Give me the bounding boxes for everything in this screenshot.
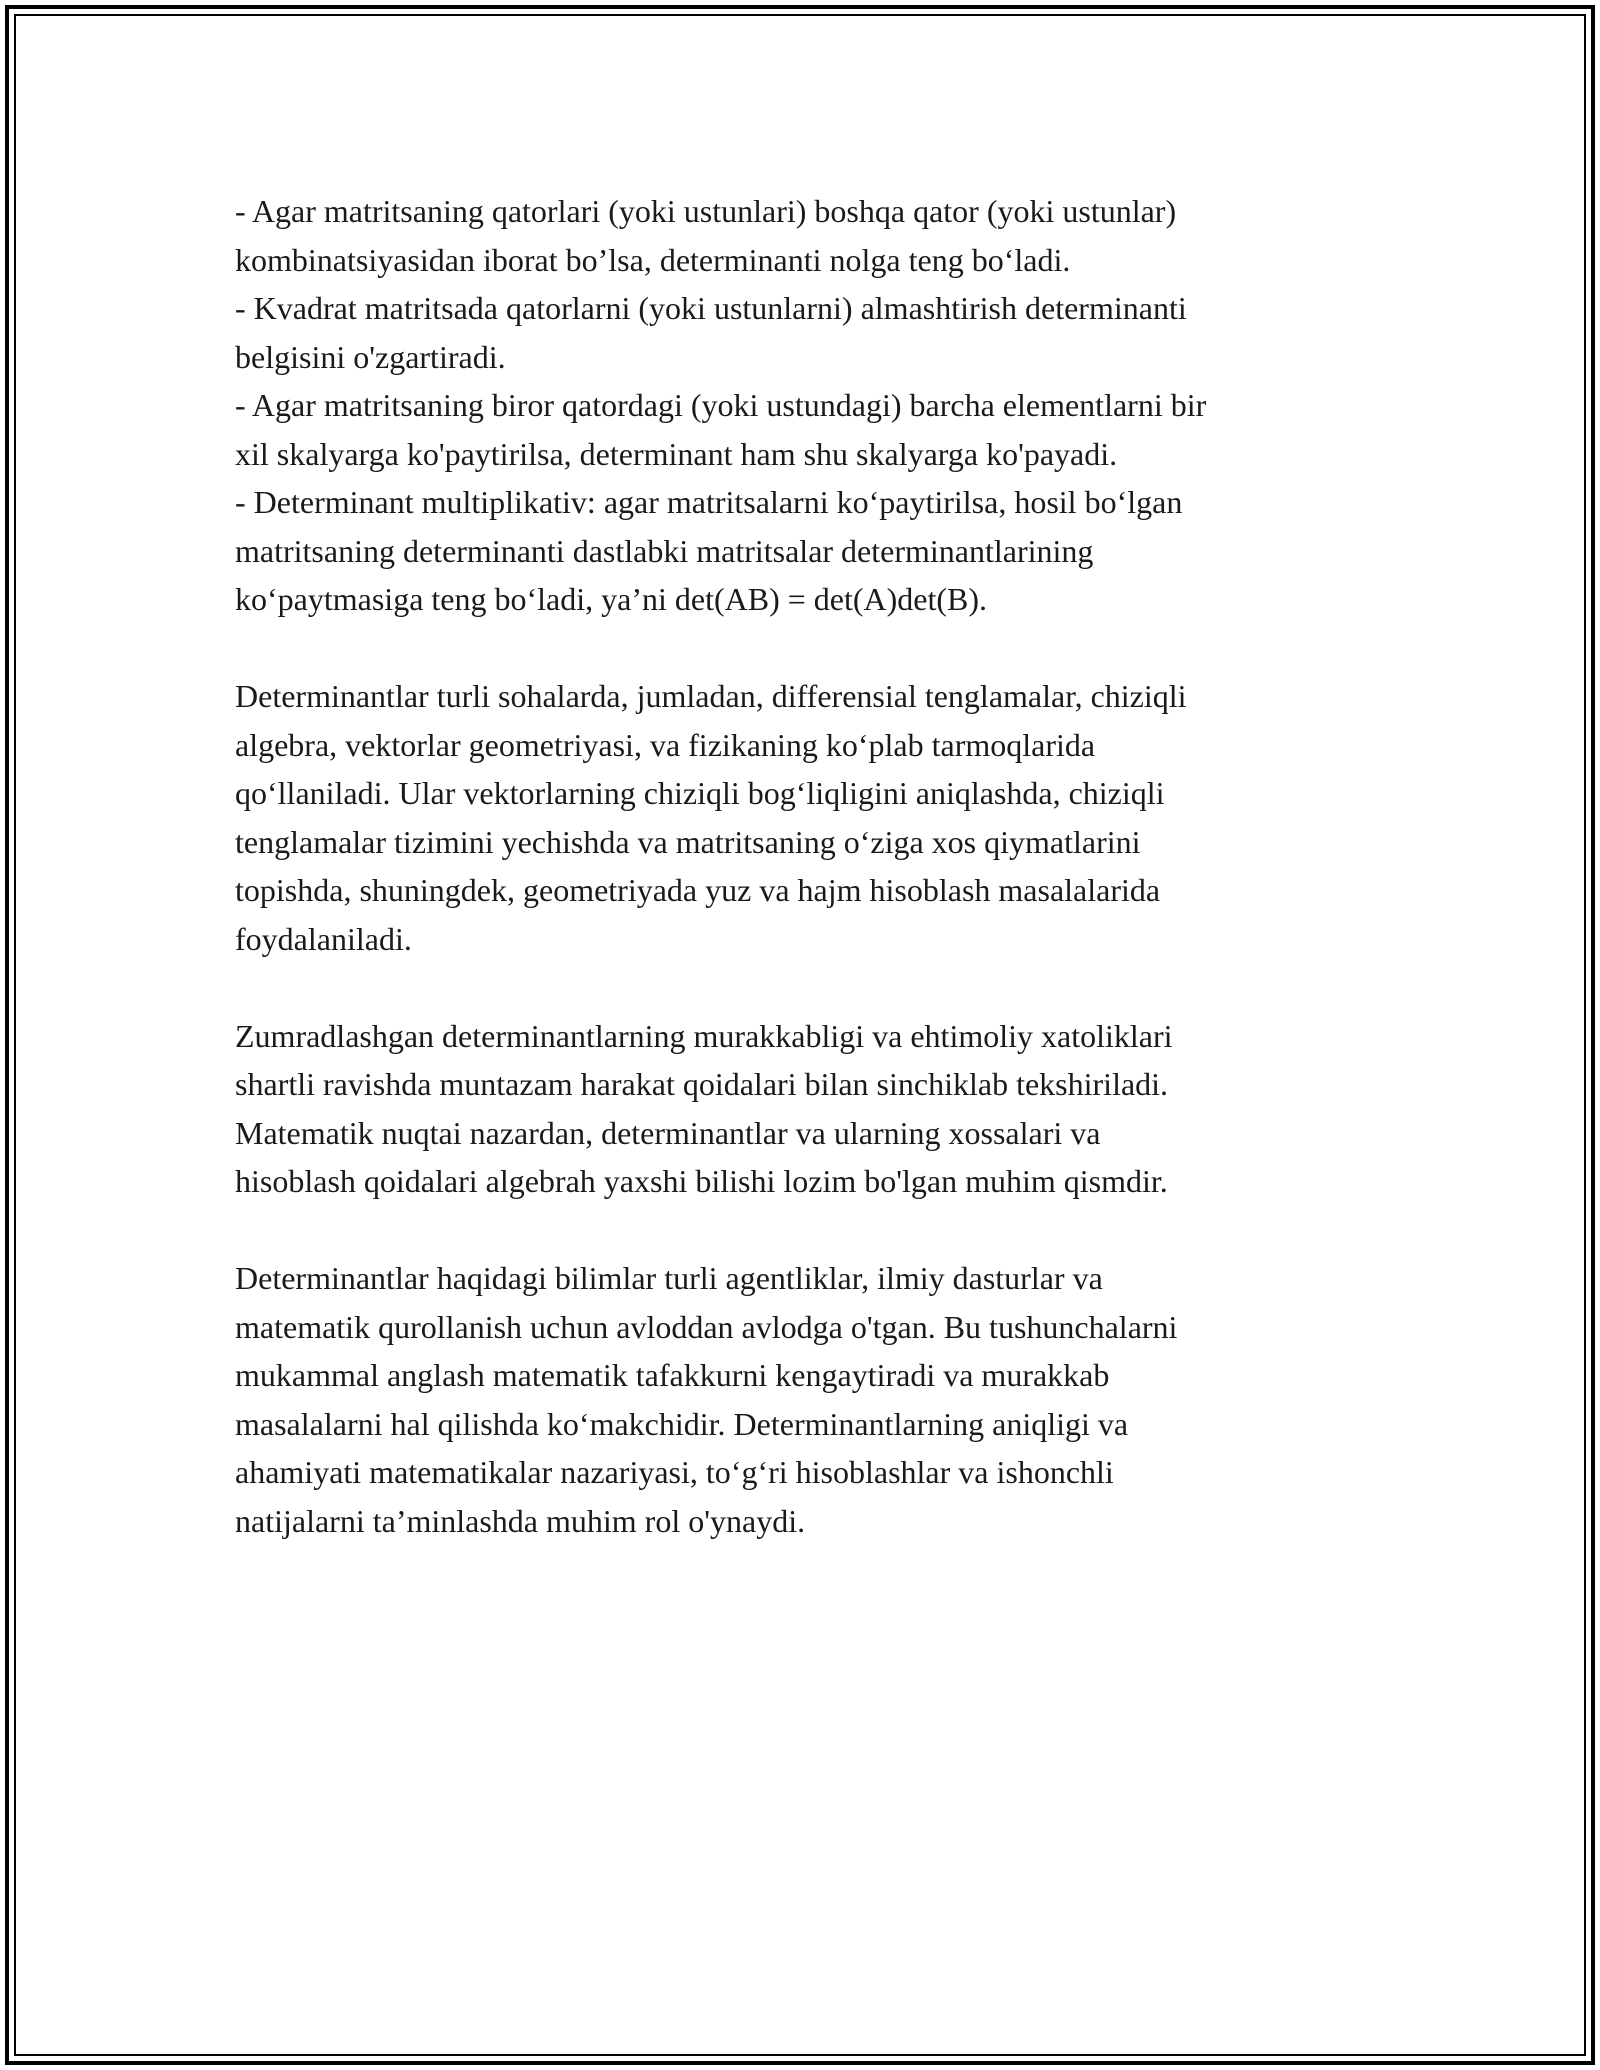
list-line: - Agar matritsaning biror qatordagi (yoki ustundagi) barcha elementlarni bir [235, 387, 1207, 423]
paragraph-line: qo‘llaniladi. Ular vektorlarning chiziqli bog‘liqligini aniqlashda, chiziqli [235, 775, 1165, 811]
paragraph-line: matematik qurollanish uchun avloddan avlodga o'tgan. Bu tushunchalarni [235, 1308, 1178, 1345]
paragraph-line: natijalarni ta’minlashda muhim rol o'ynaydi. [235, 1502, 806, 1539]
paragraph-line: foydalaniladi. [235, 920, 412, 957]
paragraph-knowledge [235, 1254, 1370, 1545]
list-line: belgisini o'zgartiradi. [235, 338, 506, 375]
paragraph-line: mukammal anglash matematik tafakkurni kengaytiradi va murakkab [235, 1357, 1110, 1393]
paragraph-spacer [235, 963, 1370, 1012]
paragraph-line: Determinantlar haqidagi bilimlar turli agentliklar, ilmiy dasturlar va [235, 1260, 1103, 1296]
list-line: matritsaning determinanti dastlabki matritsalar determinantlarining [235, 532, 1094, 569]
paragraph-spacer [235, 624, 1370, 673]
properties-list [235, 187, 1370, 624]
paragraph-applications [235, 672, 1370, 963]
paragraph-line: tenglamalar tizimini yechishda va matritsaning o‘ziga xos qiymatlarini [235, 823, 1141, 860]
list-line: ko‘paytmasiga teng bo‘ladi, ya’ni det(AB) = det(A)det(B). [235, 581, 988, 617]
paragraph-complexity [235, 1012, 1370, 1206]
list-line: kombinatsiyasidan iborat bo’lsa, determinanti nolga teng bo‘ladi. [235, 241, 1071, 278]
paragraph-line: algebra, vektorlar geometriyasi, va fizikaning ko‘plab tarmoqlarida [235, 726, 1096, 763]
paragraph-spacer [235, 1206, 1370, 1255]
list-line: - Kvadrat matritsada qatorlarni (yoki ustunlarni) almashtirish determinanti [235, 290, 1187, 326]
paragraph-line: topishda, shuningdek, geometriyada yuz va hajm hisoblash masalalarida [235, 872, 1161, 908]
paragraph-line: masalalarni hal qilishda ko‘makchidir. Determinantlarning aniqligi va [235, 1405, 1129, 1442]
paragraph-line: Determinantlar turli sohalarda, jumladan, differensial tenglamalar, chiziqli [235, 678, 1187, 714]
list-line: xil skalyarga ko'paytirilsa, determinant ham shu skalyarga ko'payadi. [235, 435, 1118, 472]
list-line: - Agar matritsaning qatorlari (yoki ustunlari) boshqa qator (yoki ustunlar) [235, 193, 1177, 229]
document-body [235, 187, 1370, 1545]
paragraph-line: Zumradlashgan determinantlarning murakkabligi va ehtimoliy xatoliklari [235, 1017, 1173, 1054]
paragraph-line: hisoblash qoidalari algebrah yaxshi bilishi lozim bo'lgan muhim qismdir. [235, 1163, 1168, 1199]
paragraph-line: ahamiyati matematikalar nazariyasi, to‘g‘ri hisoblashlar va ishonchli [235, 1454, 1114, 1490]
paragraph-line: Matematik nuqtai nazardan, determinantlar va ularning xossalari va [235, 1114, 1101, 1151]
paragraph-line: shartli ravishda muntazam harakat qoidalari bilan sinchiklab tekshiriladi. [235, 1066, 1169, 1102]
list-line: - Determinant multiplikativ: agar matritsalarni ko‘paytirilsa, hosil bo‘lgan [235, 484, 1183, 520]
